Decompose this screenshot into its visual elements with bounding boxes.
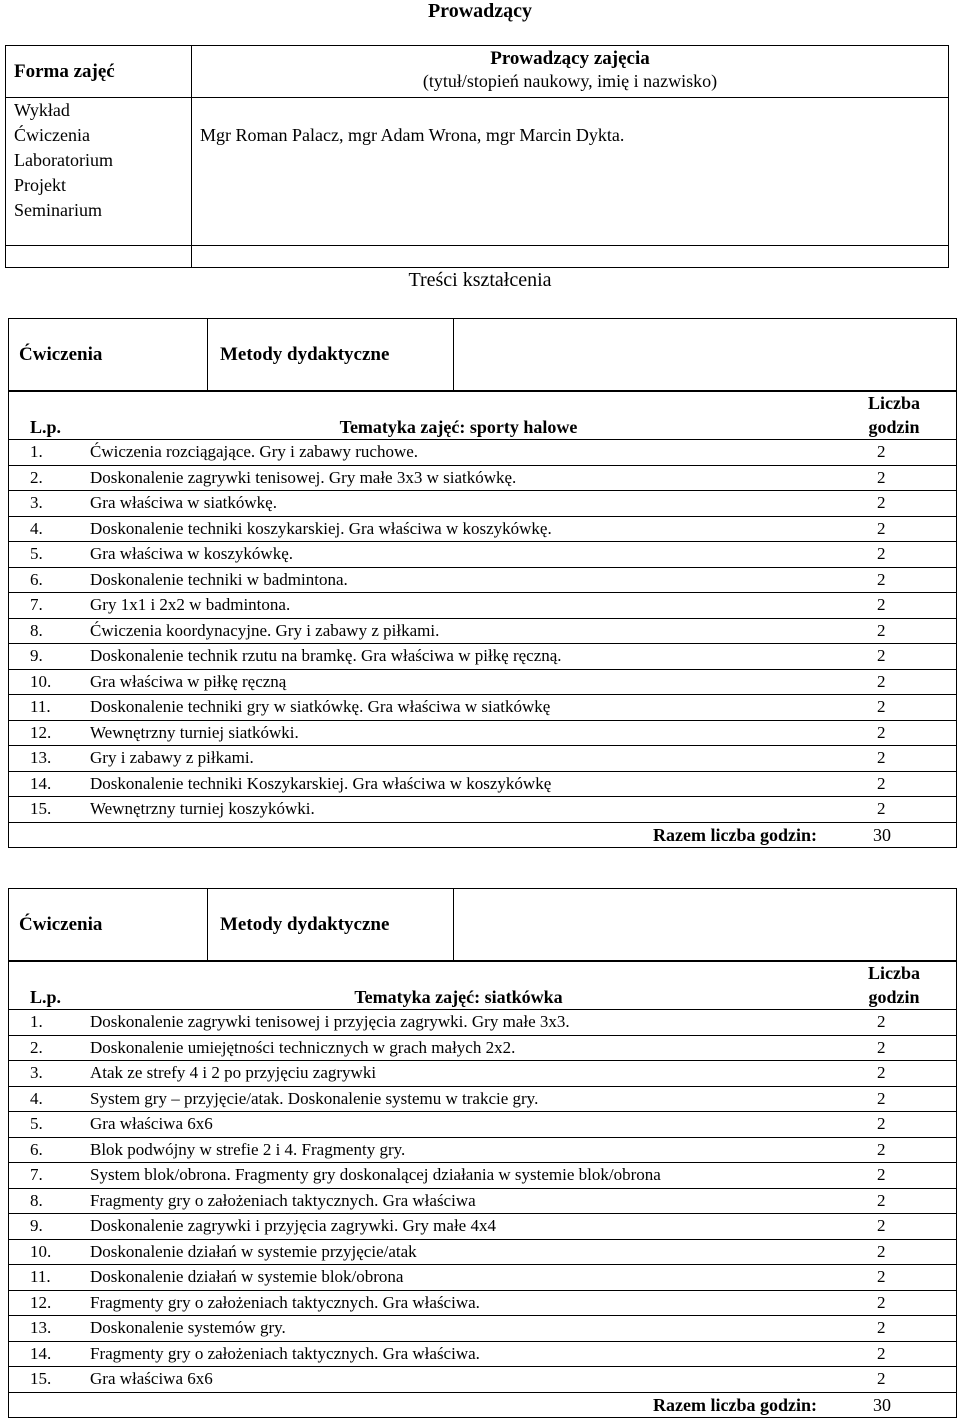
row-number: 5. xyxy=(8,542,86,568)
total-label: Razem liczba godzin: xyxy=(653,824,817,845)
table-row xyxy=(8,593,957,619)
total-spacer xyxy=(8,1392,86,1418)
row-number: 13. xyxy=(8,1316,86,1342)
row-topic: Blok podwójny w strefie 2 i 4. Fragmenty gry. xyxy=(86,1137,831,1163)
table-row xyxy=(8,1137,957,1163)
row-number: 6. xyxy=(8,1137,86,1163)
form-label: Ćwiczenia xyxy=(9,889,208,961)
row-topic: Doskonalenie zagrywki tenisowej i przyjęcia zagrywki. Gry małe 3x3. xyxy=(86,1010,831,1036)
form-item: Ćwiczenia xyxy=(14,125,90,145)
table-row xyxy=(8,1010,957,1036)
table-row xyxy=(8,618,957,644)
row-topic: Doskonalenie działań w systemie przyjęcie/atak xyxy=(86,1239,831,1265)
row-topic: Doskonalenie techniki gry w siatkówkę. Gra właściwa w siatkówkę xyxy=(86,695,831,721)
row-hours: 2 xyxy=(831,542,957,568)
row-hours: 2 xyxy=(831,695,957,721)
table-row xyxy=(8,516,957,542)
page-title: Prowadzący xyxy=(427,0,533,22)
table-row xyxy=(8,1316,957,1342)
row-topic: Fragmenty gry o założeniach taktycznych. Gra właściwa xyxy=(86,1188,831,1214)
hours-header-line1: Liczba xyxy=(868,963,920,983)
section2-header xyxy=(8,888,957,961)
form-item: Seminarium xyxy=(14,200,102,220)
instructor-header-line2: (tytuł/stopień naukowy, imię i nazwisko) xyxy=(422,71,718,91)
table-row xyxy=(8,440,957,466)
table-row xyxy=(8,1112,957,1138)
hours-header xyxy=(831,391,957,440)
row-hours: 2 xyxy=(831,1341,957,1367)
forms-list xyxy=(6,98,192,246)
row-hours: 2 xyxy=(831,797,957,823)
row-number: 2. xyxy=(8,465,86,491)
row-hours: 2 xyxy=(831,1214,957,1240)
table-row xyxy=(8,695,957,721)
row-topic: Gra właściwa w siatkówkę. xyxy=(86,491,831,517)
row-number: 11. xyxy=(8,695,86,721)
table-row xyxy=(8,1290,957,1316)
row-topic: Doskonalenie techniki koszykarskiej. Gra właściwa w koszykówkę. xyxy=(86,516,831,542)
row-topic: Doskonalenie umiejętności technicznych w grach małych 2x2. xyxy=(86,1035,831,1061)
table-row xyxy=(8,1163,957,1189)
table-row xyxy=(8,1239,957,1265)
row-hours: 2 xyxy=(831,1035,957,1061)
row-hours: 2 xyxy=(831,669,957,695)
table-row xyxy=(8,465,957,491)
row-number: 6. xyxy=(8,567,86,593)
table-row xyxy=(8,669,957,695)
row-topic: System blok/obrona. Fragmenty gry doskonalącej działania w systemie blok/obrona xyxy=(86,1163,831,1189)
row-number: 1. xyxy=(8,1010,86,1036)
empty-cell xyxy=(192,246,949,268)
row-number: 13. xyxy=(8,746,86,772)
methods-value xyxy=(454,889,957,961)
row-number: 2. xyxy=(8,1035,86,1061)
lp-header: L.p. xyxy=(8,961,86,1010)
row-number: 14. xyxy=(8,771,86,797)
row-topic: Ćwiczenia rozciągające. Gry i zabawy ruchowe. xyxy=(86,440,831,466)
row-topic: Doskonalenie systemów gry. xyxy=(86,1316,831,1342)
row-number: 14. xyxy=(8,1341,86,1367)
instructor-item xyxy=(200,173,940,198)
row-hours: 2 xyxy=(831,1061,957,1087)
row-hours: 2 xyxy=(831,720,957,746)
instructor-item: Mgr Roman Palacz, mgr Adam Wrona, mgr Marcin Dykta. xyxy=(200,125,625,145)
row-topic: Doskonalenie zagrywki tenisowej. Gry małe 3x3 w siatkówkę. xyxy=(86,465,831,491)
row-hours: 2 xyxy=(831,1163,957,1189)
table-row xyxy=(8,1265,957,1291)
row-topic: Gry 1x1 i 2x2 w badmintona. xyxy=(86,593,831,619)
table-row xyxy=(8,644,957,670)
row-number: 7. xyxy=(8,1163,86,1189)
row-number: 8. xyxy=(8,618,86,644)
table-row xyxy=(8,1188,957,1214)
row-number: 5. xyxy=(8,1112,86,1138)
table-row xyxy=(8,1214,957,1240)
hours-header-line2: godzin xyxy=(868,987,920,1007)
row-number: 8. xyxy=(8,1188,86,1214)
row-topic: Fragmenty gry o założeniach taktycznych. Gra właściwa. xyxy=(86,1341,831,1367)
section1-topics-table xyxy=(8,391,957,848)
row-topic: System gry – przyjęcie/atak. Doskonalenie systemu w trakcie gry. xyxy=(86,1086,831,1112)
total-spacer xyxy=(8,822,86,848)
row-number: 9. xyxy=(8,1214,86,1240)
row-hours: 2 xyxy=(831,1010,957,1036)
row-hours: 2 xyxy=(831,516,957,542)
section1-header xyxy=(8,318,957,391)
row-number: 10. xyxy=(8,1239,86,1265)
instructors-table xyxy=(5,45,949,268)
row-topic: Gry i zabawy z piłkami. xyxy=(86,746,831,772)
row-hours: 2 xyxy=(831,1239,957,1265)
row-number: 4. xyxy=(8,516,86,542)
row-hours: 2 xyxy=(831,644,957,670)
instructors-list xyxy=(192,98,949,246)
table-row xyxy=(8,542,957,568)
row-hours: 2 xyxy=(831,618,957,644)
row-topic: Wewnętrzny turniej koszykówki. xyxy=(86,797,831,823)
row-topic: Gra właściwa w piłkę ręczną xyxy=(86,669,831,695)
row-topic: Doskonalenie techniki Koszykarskiej. Gra właściwa w koszykówkę xyxy=(86,771,831,797)
row-topic: Gra właściwa 6x6 xyxy=(86,1112,831,1138)
row-hours: 2 xyxy=(831,1112,957,1138)
row-number: 11. xyxy=(8,1265,86,1291)
row-number: 3. xyxy=(8,491,86,517)
row-number: 4. xyxy=(8,1086,86,1112)
row-hours: 2 xyxy=(831,746,957,772)
table-row xyxy=(8,720,957,746)
total-label: Razem liczba godzin: xyxy=(653,1394,817,1415)
table-row xyxy=(8,1061,957,1087)
topic-header: Tematyka zajęć: siatkówka xyxy=(86,961,831,1010)
row-hours: 2 xyxy=(831,491,957,517)
row-hours: 2 xyxy=(831,1316,957,1342)
row-hours: 2 xyxy=(831,465,957,491)
row-number: 3. xyxy=(8,1061,86,1087)
instructor-item xyxy=(200,98,940,123)
row-hours: 2 xyxy=(831,1367,957,1393)
row-hours: 2 xyxy=(831,1290,957,1316)
row-topic: Gra właściwa 6x6 xyxy=(86,1367,831,1393)
row-number: 1. xyxy=(8,440,86,466)
methods-label: Metody dydaktyczne xyxy=(208,889,454,961)
row-hours: 2 xyxy=(831,1137,957,1163)
row-number: 9. xyxy=(8,644,86,670)
table-row xyxy=(8,771,957,797)
row-topic: Ćwiczenia koordynacyjne. Gry i zabawy z piłkami. xyxy=(86,618,831,644)
form-column-header: Forma zajęć xyxy=(6,46,192,98)
lp-header: L.p. xyxy=(8,391,86,440)
row-hours: 2 xyxy=(831,1265,957,1291)
row-topic: Gra właściwa w koszykówkę. xyxy=(86,542,831,568)
row-topic: Doskonalenie technik rzutu na bramkę. Gra właściwa w piłkę ręczną. xyxy=(86,644,831,670)
row-topic: Atak ze strefy 4 i 2 po przyjęciu zagrywki xyxy=(86,1061,831,1087)
table-row xyxy=(8,491,957,517)
total-value: 30 xyxy=(873,1394,891,1415)
row-hours: 2 xyxy=(831,593,957,619)
row-number: 15. xyxy=(8,1367,86,1393)
instructor-item xyxy=(200,148,940,173)
section-title: Treści kształcenia xyxy=(408,269,552,291)
row-topic: Wewnętrzny turniej siatkówki. xyxy=(86,720,831,746)
methods-value xyxy=(454,319,957,391)
row-hours: 2 xyxy=(831,1086,957,1112)
instructor-column-header xyxy=(192,46,949,98)
form-item: Projekt xyxy=(14,175,66,195)
row-topic: Fragmenty gry o założeniach taktycznych. Gra właściwa. xyxy=(86,1290,831,1316)
empty-cell xyxy=(6,246,192,268)
instructor-header-line1: Prowadzący zajęcia xyxy=(490,48,650,69)
row-topic: Doskonalenie techniki w badmintona. xyxy=(86,567,831,593)
row-topic: Doskonalenie zagrywki i przyjęcia zagrywki. Gry małe 4x4 xyxy=(86,1214,831,1240)
hours-header-line1: Liczba xyxy=(868,393,920,413)
row-hours: 2 xyxy=(831,440,957,466)
hours-header-line2: godzin xyxy=(868,417,920,437)
topic-header: Tematyka zajęć: sporty halowe xyxy=(86,391,831,440)
row-number: 15. xyxy=(8,797,86,823)
table-row xyxy=(8,1341,957,1367)
table-row xyxy=(8,1086,957,1112)
row-topic: Doskonalenie działań w systemie blok/obrona xyxy=(86,1265,831,1291)
table-row xyxy=(8,797,957,823)
row-number: 10. xyxy=(8,669,86,695)
row-number: 12. xyxy=(8,720,86,746)
form-item: Wykład xyxy=(14,100,70,120)
instructor-item xyxy=(200,198,940,223)
total-value: 30 xyxy=(873,824,891,845)
methods-label: Metody dydaktyczne xyxy=(208,319,454,391)
section2-topics-table xyxy=(8,961,957,1418)
row-number: 12. xyxy=(8,1290,86,1316)
form-item: Laboratorium xyxy=(14,150,113,170)
row-hours: 2 xyxy=(831,567,957,593)
table-row xyxy=(8,746,957,772)
table-row xyxy=(8,1367,957,1393)
hours-header xyxy=(831,961,957,1010)
row-hours: 2 xyxy=(831,771,957,797)
table-row xyxy=(8,1035,957,1061)
row-hours: 2 xyxy=(831,1188,957,1214)
row-number: 7. xyxy=(8,593,86,619)
table-row xyxy=(8,567,957,593)
form-label: Ćwiczenia xyxy=(9,319,208,391)
